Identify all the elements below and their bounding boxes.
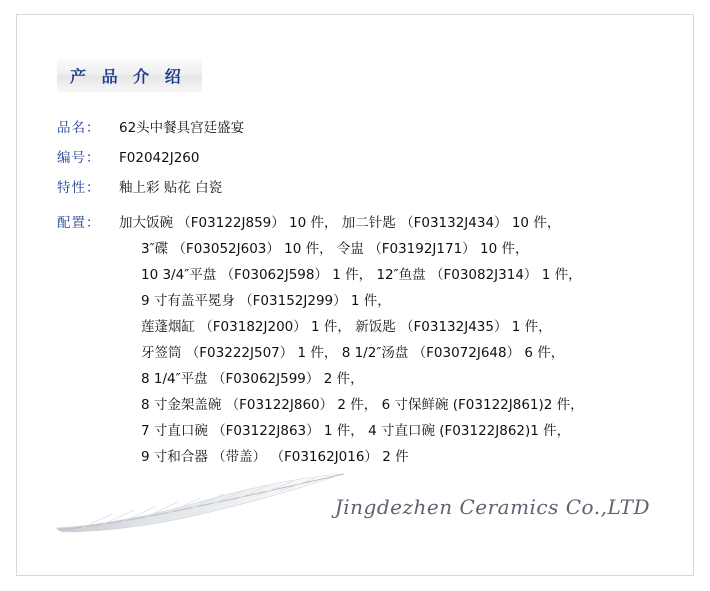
configuration-line: 牙签筒 （F03222J507） 1 件， 8 1/2″汤盘 （F03072J648） 6 件， — [141, 345, 565, 361]
configuration-line: 莲蓬烟缸 （F03182J200） 1 件， 新饭匙 （F03132J435） 1 件， — [141, 319, 552, 335]
field-label-configuration: 配置： — [57, 215, 101, 231]
configuration-line: 8 寸金架盖碗 （F03122J860） 2 件， 6 寸保鲜碗 (F03122J861)2 件， — [141, 397, 584, 413]
field-label-code: 编号： — [57, 150, 101, 166]
field-value-name: 62头中餐具宫廷盛宴 — [119, 120, 245, 136]
configuration-line: 3″碟 （F03052J603） 10 件， 令盅 （F03192J171） 10 件， — [141, 241, 529, 257]
configuration-line: 8 1/4″平盘 （F03062J599） 2 件， — [141, 371, 364, 387]
page-title: 产 品 介 绍 — [70, 67, 186, 86]
feather-icon — [52, 470, 352, 550]
configuration-line: 9 寸和合器 （带盖） （F03162J016） 2 件 — [141, 449, 409, 465]
configuration-block — [57, 210, 657, 470]
field-row-code — [57, 148, 657, 168]
field-row-name — [57, 118, 657, 138]
configuration-line: 加大饭碗 （F03122J859） 10 件， 加二针匙 （F03132J434） 10 件， — [119, 215, 561, 231]
configuration-lines — [119, 210, 657, 470]
field-label-features: 特性： — [57, 180, 101, 196]
company-name: Jingdezhen Ceramics Co.,LTD — [334, 495, 650, 519]
field-row-features — [57, 178, 657, 198]
field-value-features: 釉上彩 贴花 白瓷 — [119, 180, 223, 196]
field-label-name: 品名： — [57, 120, 101, 136]
configuration-line: 10 3/4″平盘 （F03062J598） 1 件， 12″鱼盘 （F03082J314） 1 件， — [141, 267, 582, 283]
product-fields — [57, 118, 657, 470]
configuration-line: 9 寸有盖平冕身 （F03152J299） 1 件， — [141, 293, 391, 309]
configuration-line: 7 寸直口碗 （F03122J863） 1 件， 4 寸直口碗 (F03122J862)1 件， — [141, 423, 571, 439]
field-value-code: F02042J260 — [119, 150, 200, 166]
